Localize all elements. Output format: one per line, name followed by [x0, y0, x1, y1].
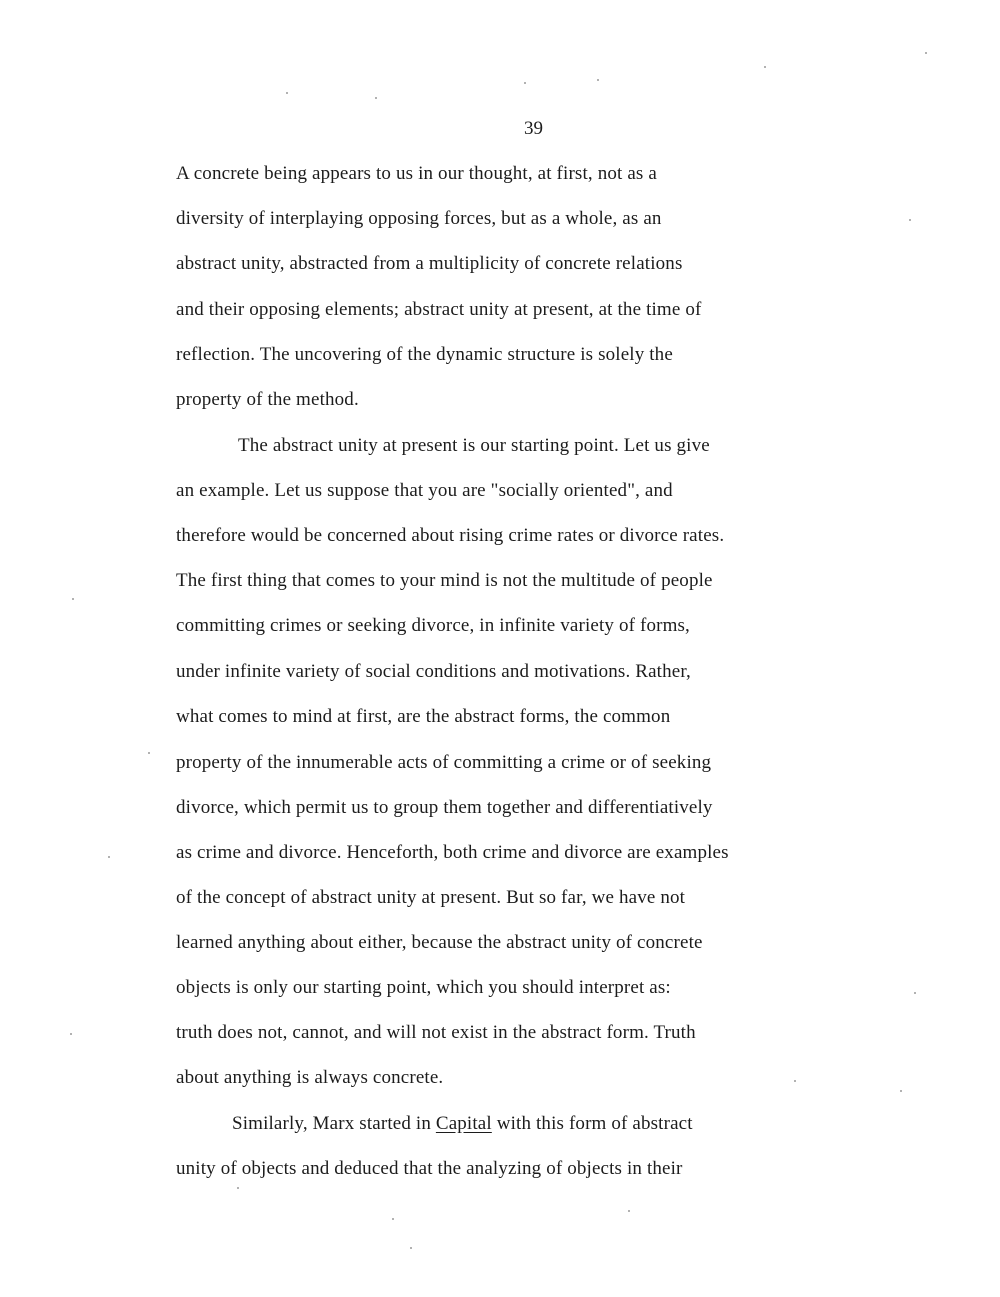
text-line	[232, 1112, 693, 1136]
scan-speck	[764, 66, 766, 68]
text-line: diversity of interplaying opposing forces, but as a whole, as an	[176, 208, 662, 229]
scan-speck	[524, 82, 526, 84]
scan-speck	[237, 1187, 239, 1189]
text-line: and their opposing elements; abstract unity at present, at the time of	[176, 299, 702, 320]
scan-speck	[72, 598, 74, 600]
scan-speck	[410, 1247, 412, 1249]
text-line: property of the innumerable acts of committing a crime or of seeking	[176, 752, 712, 773]
page-number: 39	[524, 118, 543, 139]
text-line: therefore would be concerned about rising crime rates or divorce rates.	[176, 525, 725, 546]
text-line: committing crimes or seeking divorce, in infinite variety of forms,	[176, 615, 690, 636]
scan-speck	[909, 219, 911, 221]
scan-speck	[286, 92, 288, 94]
text-line: divorce, which permit us to group them together and differentiatively	[176, 797, 713, 818]
text-line: as crime and divorce. Henceforth, both crime and divorce are examples	[176, 842, 729, 863]
text-segment: Similarly, Marx started in	[232, 1113, 436, 1134]
text-line: under infinite variety of social conditions and motivations. Rather,	[176, 661, 691, 682]
text-line: about anything is always concrete.	[176, 1067, 444, 1088]
scan-speck	[392, 1218, 394, 1220]
text-line: what comes to mind at first, are the abstract forms, the common	[176, 706, 671, 727]
text-line: abstract unity, abstracted from a multiplicity of concrete relations	[176, 253, 683, 274]
scan-speck	[148, 752, 150, 754]
scan-speck	[70, 1033, 72, 1035]
scan-speck	[375, 97, 377, 99]
text-line: objects is only our starting point, which you should interpret as:	[176, 977, 671, 998]
text-line: unity of objects and deduced that the analyzing of objects in their	[176, 1158, 683, 1179]
book-title-capital: Capital	[435, 1113, 492, 1134]
text-line: reflection. The uncovering of the dynamic structure is solely the	[176, 344, 673, 365]
text-segment: with this form of abstract	[491, 1113, 693, 1134]
scan-speck	[108, 856, 110, 858]
scan-speck	[914, 992, 916, 994]
scan-speck	[794, 1080, 796, 1082]
text-line: learned anything about either, because the abstract unity of concrete	[176, 932, 703, 953]
scan-speck	[900, 1090, 902, 1092]
text-line: an example. Let us suppose that you are "socially oriented", and	[176, 480, 673, 501]
scan-speck	[925, 52, 927, 54]
scan-speck	[597, 79, 599, 81]
text-line: The abstract unity at present is our starting point. Let us give	[238, 435, 710, 456]
scan-speck	[628, 1210, 630, 1212]
text-line: A concrete being appears to us in our thought, at first, not as a	[176, 163, 657, 184]
text-line: of the concept of abstract unity at present. But so far, we have not	[176, 887, 686, 908]
text-line: The first thing that comes to your mind is not the multitude of people	[176, 570, 713, 591]
text-line: property of the method.	[176, 389, 359, 410]
text-line: truth does not, cannot, and will not exist in the abstract form. Truth	[176, 1022, 696, 1043]
